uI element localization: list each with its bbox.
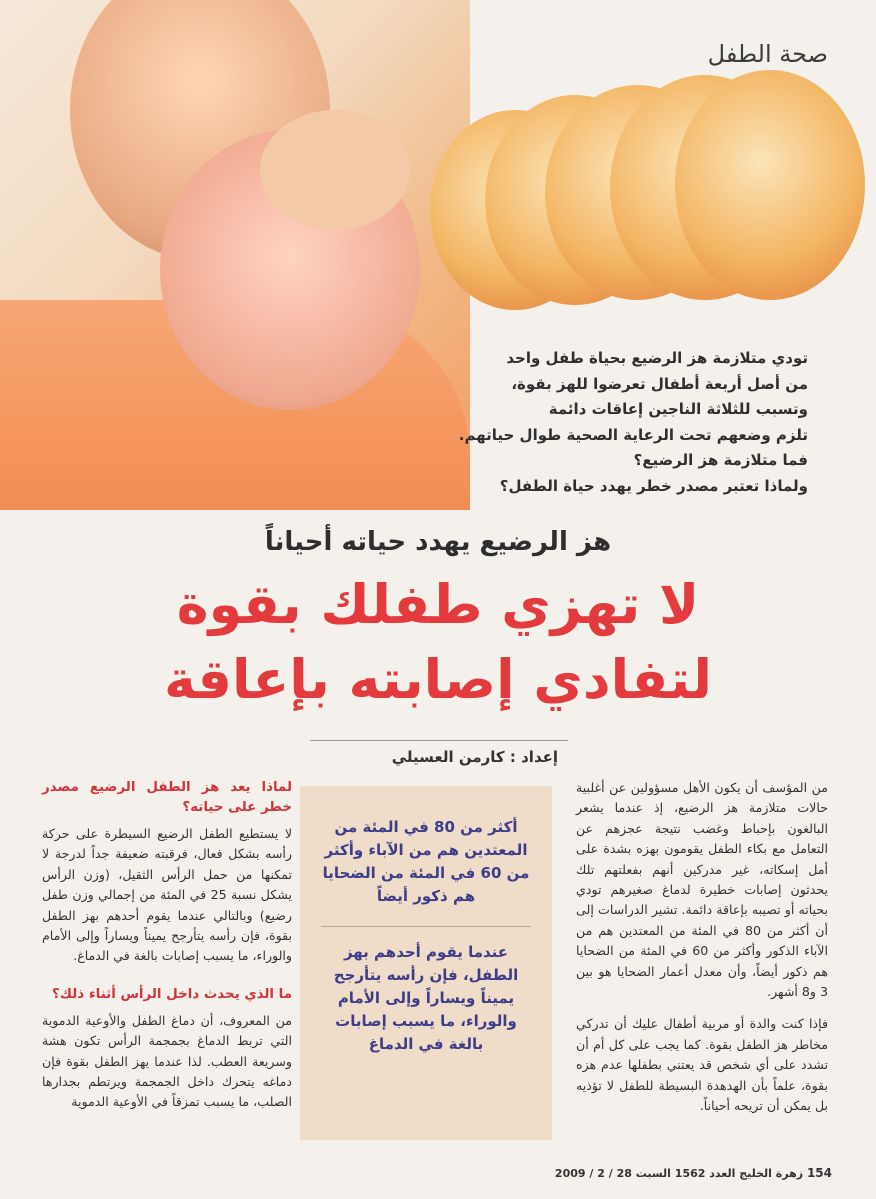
mother-baby-photo — [0, 0, 470, 510]
issue-date: السبت 28 / 2 / 2009 — [554, 1167, 671, 1180]
byline-rule — [310, 740, 568, 741]
question-heading: ما الذي يحدث داخل الرأس أثناء ذلك؟ — [52, 986, 292, 1002]
headline-line-1: لا تهزي طفلك بقوة — [176, 573, 700, 636]
title-kicker: هز الرضيع يهدد حياته أحياناً — [264, 527, 612, 557]
question-heading: لماذا يعد هز الطفل الرضيع مصدر خطر على حياته؟ — [42, 780, 292, 815]
headline-line-2: لتفادي إصابته بإعاقة — [163, 648, 713, 711]
answer-paragraph: لا يستطيع الطفل الرضيع السيطرة على حركة رأسه بشكل فعال، فرقبته ضعيفة جداً لدرجة لا تمكنها من حمل الرأس الثقيل، (وزن الرأس يشكل نسبة 25 في المئة من إجمالي وزن طفل رضيع) وبالتالي عندما يقوم أحدهم بهز الطفل بقوة، فإن رأسه يتأرجح يميناً ويساراً وإلى الأمام والوراء، ما يسبب إصابات بالغة في الدماغ. — [42, 826, 292, 964]
embryo-illustration — [430, 60, 870, 320]
page-number: 154 — [806, 1166, 832, 1180]
pull-quote-2: عندما يقوم أحدهم بهز الطفل، فإن رأسه يتأرجح يميناً ويساراً وإلى الأمام والوراء، ما يسبب إصابات بالغة في الدماغ — [333, 943, 519, 1053]
intro-line: تلزم وضعهم تحت الرعاية الصحية طوال حياتهم. — [458, 425, 808, 444]
intro-line: تودي متلازمة هز الرضيع بحياة طفل واحد — [506, 349, 808, 367]
photo-hand — [260, 110, 410, 230]
page-footer — [554, 1166, 832, 1180]
intro-line: وتسبب للثلاثة الناجين إعاقات دائمة — [548, 400, 808, 418]
section-label: صحة الطفل — [707, 40, 828, 68]
intro-line: فما متلازمة هز الرضيع؟ — [633, 451, 808, 469]
byline: إعداد : كارمن العسيلي — [391, 748, 558, 766]
paragraph: فإذا كنت والدة أو مربية أطفال عليك أن تدركي مخاطر هز الطفل بقوة. كما يجب على كل أم أن تشدد على أي شخص قد يعتني بطفلها عدم هزه بقوة، علماً بأن الهدهدة البسيطة للطفل لا تؤذيه بل يمكن أن تريحه أحياناً. — [576, 1016, 828, 1114]
pull-quote-divider — [321, 926, 531, 927]
right-column — [576, 778, 828, 1129]
intro-text — [418, 346, 808, 499]
intro-line: ولماذا تعتبر مصدر خطر يهدد حياة الطفل؟ — [499, 476, 808, 495]
paragraph: من المؤسف أن يكون الأهل مسؤولين عن أغلبية حالات متلازمة هز الرضيع، إذ عندما يشعر البالغون بإحباط وغضب نتيجة عجزهم عن التعامل مع بكاء الطفل يقومون بهزه بشدة على أمل إسكاته، غير مدركين أنهم بفعلتهم تلك يحدثون إصابات خطيرة لدماغ صغيرهم تودي بحياته أو تصيبه بإعاقة دائمة. تشير الدراسات إلى أن أكثر من 80 في المئة من المعتدين هم من الآباء الذكور وأكثر من 60 في المئة من الضحايا هم ذكور أيضاً، وأن معدل أعمار الضحايا هو بين 3 و8 أشهر. — [576, 780, 828, 1000]
pull-quote-box — [300, 786, 552, 1140]
magazine-name: زهرة الخليج — [739, 1167, 804, 1180]
intro-line: من أصل أربعة أطفال تعرضوا للهز بقوة، — [511, 374, 808, 393]
pull-quote-1: أكثر من 80 في المئة من المعتدين هم من الآباء وأكثر من 60 في المئة من الضحايا هم ذكور أيضاً — [322, 818, 530, 905]
left-column — [42, 778, 292, 1125]
answer-paragraph: من المعروف، أن دماغ الطفل والأوعية الدموية التي تربط الدماغ بجمجمة الرأس تكون هشة وسريعة العطب. لذا عندما يهز الطفل بقوة فإن دماغه يتحرك داخل الجمجمة ويرتطم بجدارها الصلب، ما يسبب تمزقاً في الأوعية الدموية — [42, 1012, 292, 1110]
issue-number: العدد 1562 — [674, 1167, 736, 1180]
